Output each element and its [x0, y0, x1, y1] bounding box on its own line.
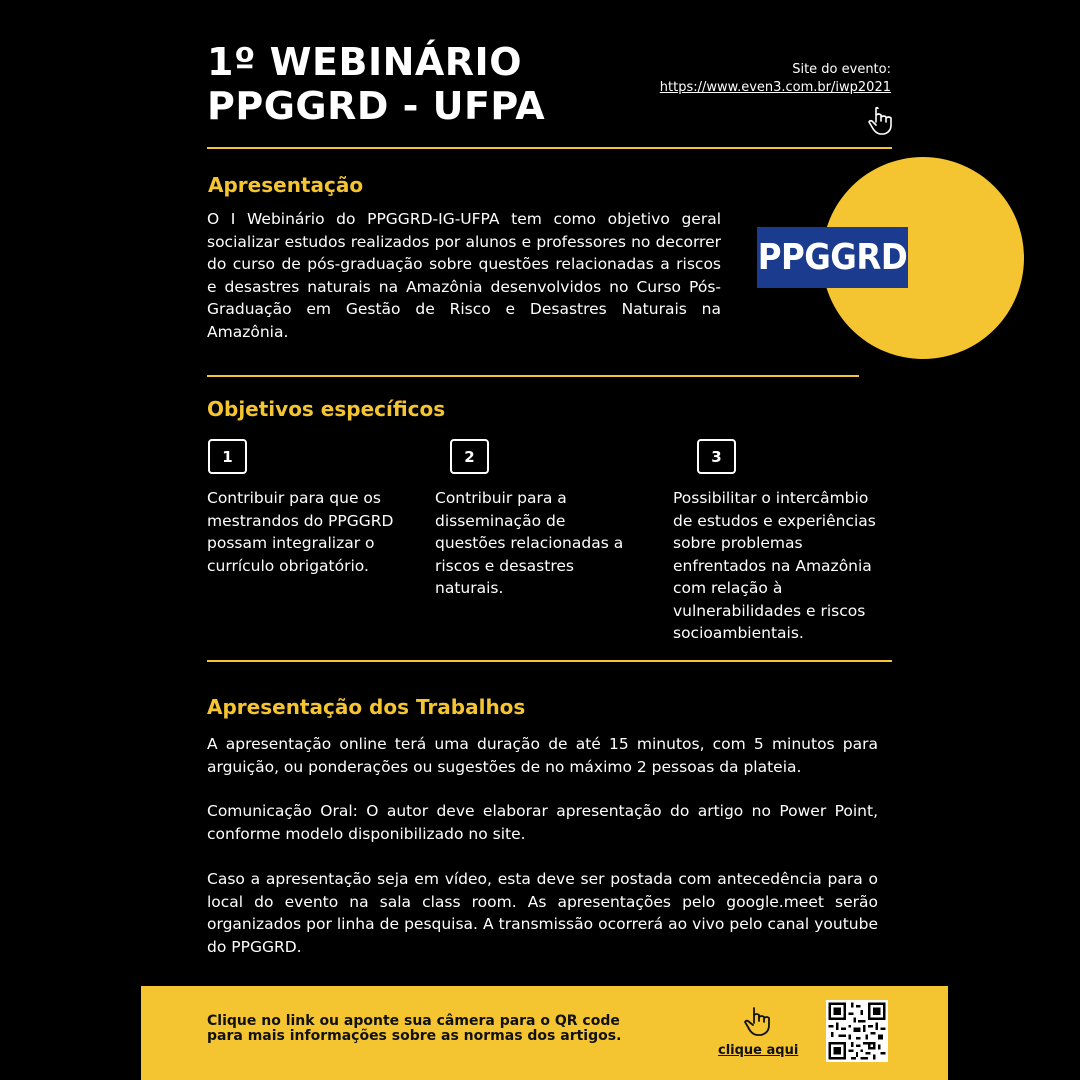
hand-pointer-icon[interactable] [866, 106, 894, 136]
header-divider [207, 147, 892, 149]
objective-text-1: Contribuir para que os mestrandos do PPGGRD possam integralizar o currículo obrigatório. [207, 489, 394, 575]
site-label: Site do evento: [792, 62, 891, 77]
apresentacao-text: O I Webinário do PPGGRD-IG-UFPA tem como objetivo geral socializar estudos realizados por alunos e professores no decorrer do curso de pós-graduação sobre questões relacionadas a riscos e desastres naturais na Amazônia desenvolvidos no Curso Pós-Graduação em Gestão de Risco e Desastres Naturais na Amazônia. [207, 210, 721, 341]
footer-text: Clique no link ou aponte sua câmera para o QR code para mais informações sobre as normas dos artigos. [207, 1013, 622, 1044]
objetivos-divider [207, 660, 892, 662]
trabalhos-paragraph-2: Comunicação Oral: O autor deve elaborar apresentação do artigo no Power Point, conforme modelo disponibilizado no site. [207, 802, 878, 843]
title-line-1: 1º WEBINÁRIO [207, 40, 522, 84]
objetivos-heading: Objetivos específicos [207, 397, 446, 421]
clique-aqui-link[interactable]: clique aqui [718, 1043, 799, 1058]
hand-pointer-icon[interactable] [742, 1005, 772, 1039]
page-title [207, 40, 647, 128]
trabalhos-heading: Apresentação dos Trabalhos [207, 695, 526, 719]
trabalhos-paragraph-1: A apresentação online terá uma duração de até 15 minutos, com 5 minutos para arguição, ou ponderações ou sugestões de no máximo 2 pessoas da plateia. [207, 735, 878, 776]
title-line-2: PPGGRD - UFPA [207, 84, 546, 128]
objective-number-2: 2 [450, 439, 489, 474]
objective-text-3: Possibilitar o intercâmbio de estudos e experiências sobre problemas enfrentados na Amazônia com relação à vulnerabilidades e riscos socioambientais. [673, 489, 876, 642]
ppggrd-logo: PPGGRD [757, 227, 908, 288]
objective-number-1: 1 [208, 439, 247, 474]
qr-code-icon[interactable] [826, 1000, 888, 1062]
apresentacao-divider [207, 375, 859, 377]
apresentacao-heading: Apresentação [208, 173, 364, 197]
site-url-link[interactable]: https://www.even3.com.br/iwp2021 [659, 80, 891, 95]
objective-number-3: 3 [697, 439, 736, 474]
trabalhos-paragraph-3: Caso a apresentação seja em vídeo, esta deve ser postada com antecedência para o local do evento na sala class room. As apresentações pelo google.meet serão organizados por linha de pesquisa. A transmissão ocorrerá ao vivo pelo canal youtube do PPGGRD. [207, 870, 878, 956]
objective-text-2: Contribuir para a disseminação de questões relacionadas a riscos e desastres naturais. [435, 489, 624, 597]
